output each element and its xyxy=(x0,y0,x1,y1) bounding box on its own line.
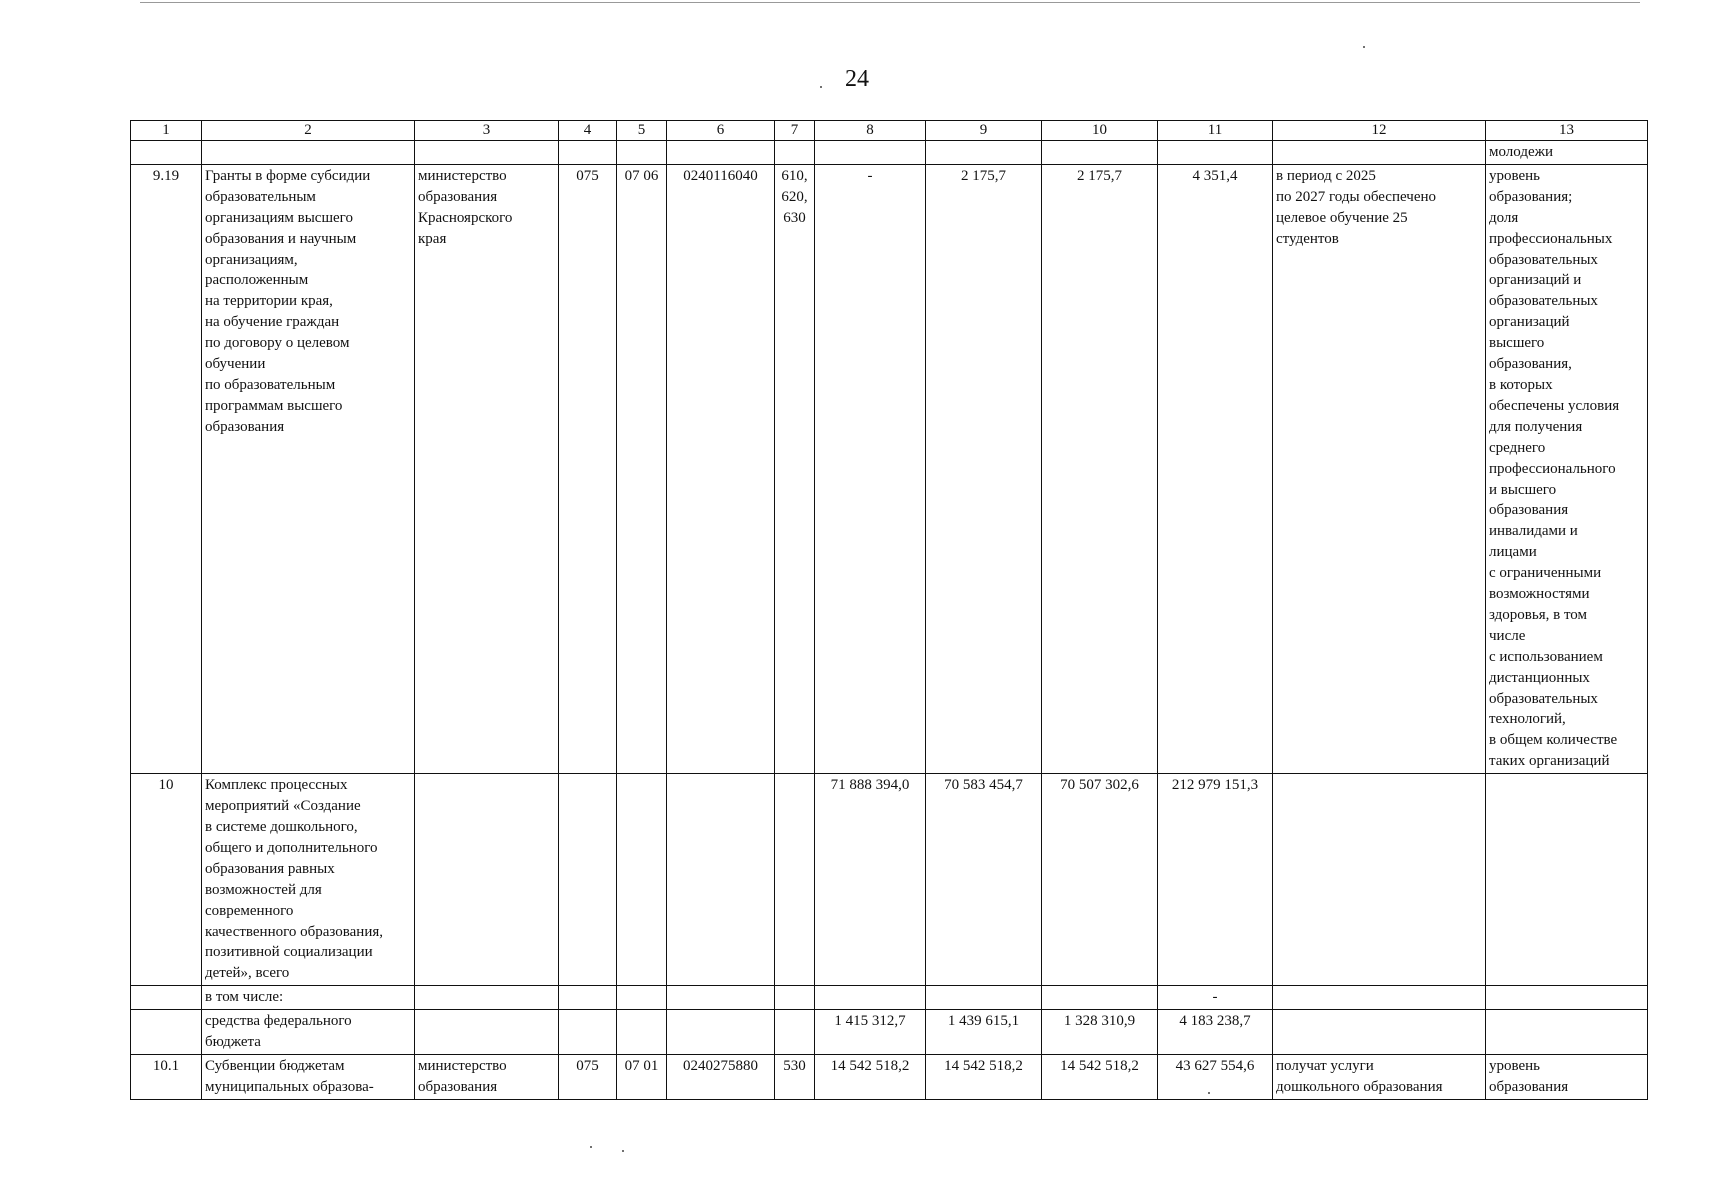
carryover-row xyxy=(131,141,1648,165)
page-number: 24 xyxy=(845,66,869,92)
amount-total: 212 979 151,3 xyxy=(1158,774,1273,986)
column-header: 4 xyxy=(559,121,617,141)
expected-result: в период с 2025 по 2027 годы обеспечено целевое обучение 25 студентов xyxy=(1273,164,1486,773)
column-header: 6 xyxy=(667,121,775,141)
scan-speck xyxy=(590,1146,592,1148)
table-row xyxy=(131,1054,1648,1099)
amount-2027: 70 507 302,6 xyxy=(1042,774,1158,986)
amount-2026: 70 583 454,7 xyxy=(926,774,1042,986)
amount-2027: 2 175,7 xyxy=(1042,164,1158,773)
amount-2025: 71 888 394,0 xyxy=(815,774,926,986)
measure-name: средства федерального бюджета xyxy=(202,1010,415,1055)
table-row xyxy=(131,986,1648,1010)
column-header: 8 xyxy=(815,121,926,141)
measure-name: Гранты в форме субсидии образовательным организациям высшего образования и научным организациям, расположенным на территории края, на обучение граждан по договору о целевом обучении по образовательным программам высшего образования xyxy=(202,164,415,773)
amount-2026: 14 542 518,2 xyxy=(926,1054,1042,1099)
expense-type-code: 530 xyxy=(775,1054,815,1099)
column-number-header-row xyxy=(131,121,1648,141)
amount-total: 4 351,4 xyxy=(1158,164,1273,773)
expected-result: получат услуги дошкольного образования xyxy=(1273,1054,1486,1099)
indicator-cell: уровень образования; доля профессиональных образовательных организаций и образовательных организаций высшего образования, в которых обеспечены условия для получения среднего профессионального и высшего образования инвалидами и лицами с ограниченными возможностями здоровья, в том числе с использованием дистанционных образовательных технологий, в общем количестве таких организаций xyxy=(1486,164,1648,773)
target-article-code: 0240116040 xyxy=(667,164,775,773)
scan-speck xyxy=(820,86,822,88)
amount-total: 4 183 238,7 xyxy=(1158,1010,1273,1055)
row-number: 10 xyxy=(131,774,202,986)
table-row xyxy=(131,164,1648,773)
grbs-code: 075 xyxy=(559,164,617,773)
scan-speck xyxy=(622,1150,624,1152)
amount-2025: 1 415 312,7 xyxy=(815,1010,926,1055)
budget-table xyxy=(130,120,1648,1100)
target-article-code: 0240275880 xyxy=(667,1054,775,1099)
amount-2027: 1 328 310,9 xyxy=(1042,1010,1158,1055)
amount-2026: 2 175,7 xyxy=(926,164,1042,773)
column-header: 13 xyxy=(1486,121,1648,141)
amount-2025: - xyxy=(815,164,926,773)
section-code: 07 01 xyxy=(617,1054,667,1099)
column-header: 5 xyxy=(617,121,667,141)
amount-total: - xyxy=(1158,986,1273,1010)
column-header: 7 xyxy=(775,121,815,141)
row-number: 10.1 xyxy=(131,1054,202,1099)
indicator-cell: молодежи xyxy=(1486,141,1648,165)
top-rule xyxy=(140,2,1640,3)
row-number: 9.19 xyxy=(131,164,202,773)
amount-2026: 1 439 615,1 xyxy=(926,1010,1042,1055)
amount-total: 43 627 554,6 xyxy=(1158,1054,1273,1099)
table-row xyxy=(131,774,1648,986)
expense-type-code: 610, 620, 630 xyxy=(775,164,815,773)
column-header: 9 xyxy=(926,121,1042,141)
section-code: 07 06 xyxy=(617,164,667,773)
column-header: 3 xyxy=(415,121,559,141)
measure-name: Комплекс процессных мероприятий «Создание в системе дошкольного, общего и дополнительного образования равных возможностей для современного качественного образования, позитивной социализации детей», всего xyxy=(202,774,415,986)
measure-name: в том числе: xyxy=(202,986,415,1010)
grbs-code: 075 xyxy=(559,1054,617,1099)
column-header: 1 xyxy=(131,121,202,141)
indicator-cell: уровень образования xyxy=(1486,1054,1648,1099)
executor-cell: министерство образования xyxy=(415,1054,559,1099)
scan-speck xyxy=(1363,46,1365,48)
measure-name: Субвенции бюджетам муниципальных образова- xyxy=(202,1054,415,1099)
column-header: 10 xyxy=(1042,121,1158,141)
amount-2025: 14 542 518,2 xyxy=(815,1054,926,1099)
table-row xyxy=(131,1010,1648,1055)
executor-cell: министерство образования Красноярского края xyxy=(415,164,559,773)
scan-speck xyxy=(1208,1092,1210,1094)
column-header: 11 xyxy=(1158,121,1273,141)
column-header: 12 xyxy=(1273,121,1486,141)
column-header: 2 xyxy=(202,121,415,141)
amount-2027: 14 542 518,2 xyxy=(1042,1054,1158,1099)
